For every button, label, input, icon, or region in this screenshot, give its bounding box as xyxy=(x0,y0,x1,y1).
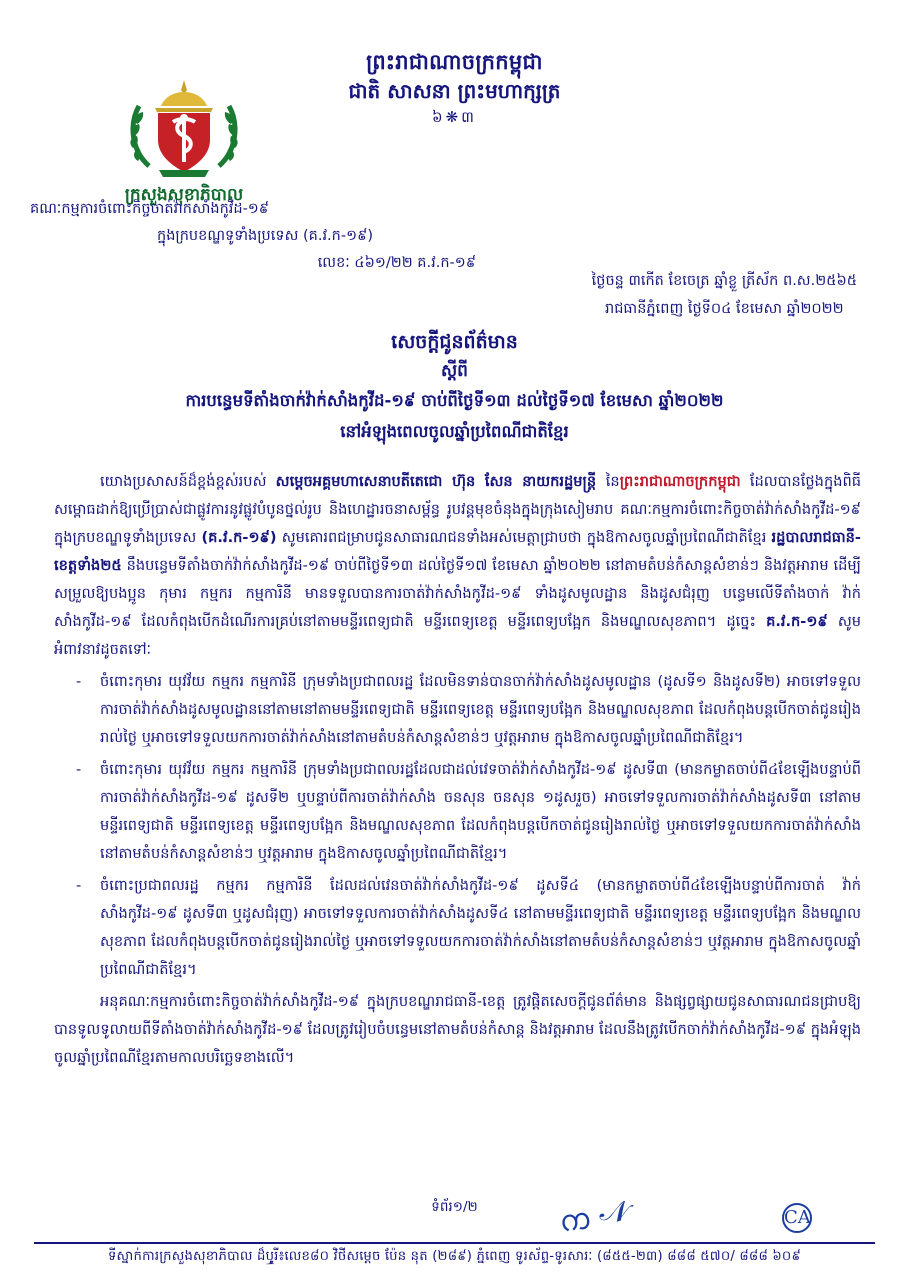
list-item-text: ចំពោះកុមារ យុវវ័យ កម្មករ កម្មការិនី ក្រុមទាំងប្រជាពលរដ្ឋ ដែលមិនទាន់បានចាក់វ៉ាក់សាំងដូសមូលដ្ឋាន (ដូសទី១ និងដូសទី២) អាចទៅទទួលការចាត់វ៉ាក់សាំងដូសមូលដ្ឋាននៅតាមនៅតាមមន្ទីរពេទ្យជាតិ មន្ទីរពេទ្យខេត្ត មន្ទីរពេទ្យបង្អែក និងមណ្ឌលសុខភាព ដែលកំពុងបន្តបើកចាត់ជូនរៀងរាល់ថ្ងៃ ឬអាចទៅទទួលយកការចាត់វ៉ាក់សាំងនៅតាមតំបន់កំសាន្តសំខាន់ៗ ឬវត្តអារាម ក្នុងឱកាសចូលឆ្នាំប្រពៃណីជាតិខ្មែរ។ xyxy=(100,673,861,747)
document-body xyxy=(54,468,861,1074)
intro-text-k: សូមអំពាវនាវដូចតទៅៈ xyxy=(54,613,861,659)
committee-line-1: គណៈកម្មការចំពោះកិច្ចចាត់វ៉ាក់សាំងកូវីដ-១៩ xyxy=(30,201,270,217)
document-footer xyxy=(0,1242,909,1280)
signature-mark-2: 𝒩 xyxy=(598,1192,631,1231)
ministry-of-health-emblem-icon xyxy=(125,78,243,182)
signature-stamp-circle: CA xyxy=(782,1203,812,1233)
intro-text-g: សូមគោរពជម្រាបជូនសាធារណជនទាំងអស់មេត្តាជ្រាបថា ក្នុងឱកាសចូលឆ្នាំប្រពៃណីជាតិខ្មែរ xyxy=(276,529,772,547)
committee-abbrev-1: (គ.វ.ក-១៩) xyxy=(201,529,277,547)
committee-abbrev-2: គ.វ.ក-១៩ xyxy=(766,613,828,631)
date-block xyxy=(592,268,857,323)
page-number: ទំព័រ១/២ xyxy=(431,1199,478,1215)
subject-line-1: ការបន្ធេមទីតាំងចាក់វ៉ាក់សាំងកូវីដ-១៩ ចាប់ពីថ្ងៃទី១៣ ដល់ថ្ងៃទី១៧ ខែមេសា ឆ្នាំ២០២២ xyxy=(185,391,724,411)
list-item xyxy=(54,872,861,984)
signature-mark-3 xyxy=(782,1196,812,1233)
paragraph-closing: អនុគណៈកម្មការចំពោះកិច្ចចាត់វ៉ាក់សាំងកូវីដ-១៩ ក្នុងក្របខណ្ឌរាជធានី-ខេត្ត ត្រូវផ្ដិតសេចក្ដីជូនព័ត៌មាន និងផ្សព្វផ្សាយជូនសាធារណជនជ្រាបឱ្យបានទូលទូលាយពីទីតាំងចាត់វ៉ាក់សាំងកូវីដ-១៩ ដែលត្រូវរៀបចំបន្ធេមនៅតាមតំបន់កំសាន្ត និងវត្តអារាម ដែលនឹងត្រូវបើកចាក់វ៉ាក់សាំងកូវីដ-១៩ ក្នុងអំឡុងចូលឆ្នាំប្រពៃណីខ្មែរតាមកាលបរិច្ឆេទខាងលើ។ xyxy=(54,993,861,1067)
dash-bullet-icon: - xyxy=(76,673,82,691)
title-block xyxy=(0,328,909,447)
list-item xyxy=(54,756,861,868)
appeal-list xyxy=(54,668,861,984)
list-item-text: ចំពោះកុមារ យុវវ័យ កម្មករ កម្មការិនី ក្រុមទាំងប្រជាពលរដ្ឋដែលជាដល់វេទចាត់វ៉ាក់សាំងកូវីដ-១៩ ដូសទី៣ (មានកម្លាតចាប់ពី៤ខែឡើងបន្ទាប់ពីការចាត់វ៉ាក់សាំងកូវីដ-១៩ ដូសទី២ ឬបន្ទាប់ពីការចាត់វ៉ាក់សាំង ចនសុន ចនសុន ១ដូសរួច) អាចទៅទទួលការចាត់វ៉ាក់សាំងដូសទី៣ នៅតាមមន្ទីរពេទ្យជាតិ មន្ទីរពេទ្យខេត្ត មន្ទីរពេទ្យបង្អែក និងមណ្ឌលសុខភាព ដែលកំពុងបន្តបើកចាត់ជូនរៀងរាល់ថ្ងៃ ឬអាចទៅទទួលយកការចាត់វ៉ាក់សាំងនៅតាមតំបន់កំសាន្តសំខាន់ៗ ឬវត្តអារាម ក្នុងឱកាសចូលឆ្នាំប្រពៃណីជាតិខ្មែរ។ xyxy=(100,761,861,863)
kingdom-highlight: ព្រះរាជាណាចក្រកម្ពុជា xyxy=(619,473,741,490)
intro-text-e: ដែលបានថ្លែងក្នុងពិធីសម្ពោធដាក់ឱ្យប្រើប្រាស់ជាផ្លូវការនូវផ្លូវបំបូនថ្នល់រូប និងហេដ្ឋារចនាសម្ព័ន្ធ រូបវន្តមុខចំនុងក្នុងក្រុងសៀមរាប គណៈកម្មការចំពោះកិច្ចចាត់វ៉ាក់សាំងកូវីដ-១៩ ក្នុងក្របខណ្ឌទូទាំងប្រទេស xyxy=(54,473,861,547)
ministry-name: ក្រសួងសុខាភិបាល xyxy=(124,185,244,205)
pm-name: សម្ដេចអគ្គមហាសេនាបតីតេជោ ហ៊ុន សែន នាយករដ្ឋមន្ត្រី xyxy=(275,473,606,490)
gregorian-date: រាជធានីភ្នំពេញ ថ្ងៃទី០៤ ខែមេសា ឆ្នាំ២០២២ xyxy=(605,300,844,317)
dash-bullet-icon: - xyxy=(76,877,82,895)
signature-mark-1: ᨠ xyxy=(557,1200,594,1241)
national-motto: ជាតិ សាសនា ព្រះមហាក្សត្រ xyxy=(348,79,561,104)
intro-text-c: នៃ xyxy=(605,473,620,490)
signature-area xyxy=(0,1192,909,1244)
flourish-ornament: ៦❋៣ xyxy=(431,108,477,127)
provinces-highlight: រដ្ឋបាលរាជធានី-ខេត្តទាំង២៥ xyxy=(54,529,861,575)
footer-contact: ទីស្នាក់ការក្រសួងសុខាភិបាល ដ៏ឬូរី៖លេខ៨០ វិថីសម្ដេច ប៉ែន នុត (២៨៩) ភ្នំពេញ ទូរស័ព្ទ-ទូរសារៈ (៨៥៥-២៣) ៨៨៨ ៥៧០/ ៨៨៨ ៦០៩ xyxy=(107,1249,802,1264)
intro-text-a: យោងប្រសាសន៍ដ៏ខ្ពង់ខ្ពស់របស់ xyxy=(100,473,276,490)
buddhist-date: ថ្ងៃចន្ទ ៣កើត ខែចេត្រ ឆ្នាំខ្លួ ត្រីស័ក ព.ស.២៥៦៥ xyxy=(591,273,857,289)
dash-bullet-icon: - xyxy=(76,761,82,779)
ministry-emblem-block xyxy=(104,78,264,209)
title-subheading: ស្ដីពី xyxy=(441,360,468,381)
document-number: លេខៈ ៤៦១/២២ គ.វ.ក-១៩ xyxy=(317,254,476,271)
footer-divider xyxy=(34,1242,875,1244)
paragraph-intro xyxy=(54,468,861,664)
page-title: សេចក្ដីជូនព័ត៌មាន xyxy=(391,331,518,353)
kingdom-title: ព្រះរាជាណាចក្រកម្ពុជា xyxy=(366,50,543,74)
list-item-text: ចំពោះប្រជាពលរដ្ឋ កម្មករ កម្មការិនី ដែលដល់វេនចាត់វ៉ាក់សាំងកូវីដ-១៩ ដូសទី៤ (មានកម្លាតចាប់ពី៤ខែឡើងបន្ទាប់ពីការចាត់ វ៉ាក់សាំងកូវីដ-១៩ ដូសទី៣ ឬដូសជំរុញ) អាចទៅទទួលការចាត់វ៉ាក់សាំងដូសទី៤ នៅតាមមន្ទីរពេទ្យជាតិ មន្ទីរពេទ្យខេត្ត មន្ទីរពេទ្យបង្អែក និងមណ្ឌលសុខភាព ដែលកំពុងបន្តបើកចាត់ជូនរៀងរាល់ថ្ងៃ ឬអាចទៅទទួលយកការចាត់វ៉ាក់សាំងនៅតាមតំបន់កំសាន្តសំខាន់ៗ ឬវត្តអារាម ក្នុងឱកាសចូលឆ្នាំប្រពៃណីជាតិខ្មែរ។ xyxy=(100,877,861,979)
committee-reference-block xyxy=(30,196,500,276)
list-item xyxy=(54,668,861,752)
intro-text-i: នឹងបន្ធេមទីតាំងចាក់វ៉ាក់សាំងកូវីដ-១៩ ចាប់ពីថ្ងៃទី១៣ ដល់ថ្ងៃទី១៧ ខែមេសា ឆ្នាំ២០២២ នៅតាមតំបន់កំសាន្តសំខាន់ៗ និងវត្តអារាម ដើម្បីសម្រួលឱ្យបងប្អូន កុមារ កម្មករ កម្មការិនី មានទទួលបានការចាត់វ៉ាក់សាំងកូវីដ-១៩ ទាំងដូសមូលដ្ឋាន និងដូសជំរុញ បន្ធេមលើទីតាំងចាក់ វ៉ាក់សាំងកូវីដ-១៩ ដែលកំពុងបើកដំណើរការគ្រប់នៅតាមមន្ទីរពេទ្យជាតិ មន្ទីរពេទ្យខេត្ត មន្ទីរពេទ្យបង្អែក និងមណ្ឌលសុខភាព។ ដូច្នេះ xyxy=(54,557,861,631)
subject-line-2: នៅអំឡុងពេលចូលឆ្នាំប្រពៃណីជាតិខ្មែរ xyxy=(340,422,569,442)
committee-line-2: ក្នុងក្របខណ្ឌទូទាំងប្រទេស (គ.វ.ក-១៩) xyxy=(156,227,373,244)
